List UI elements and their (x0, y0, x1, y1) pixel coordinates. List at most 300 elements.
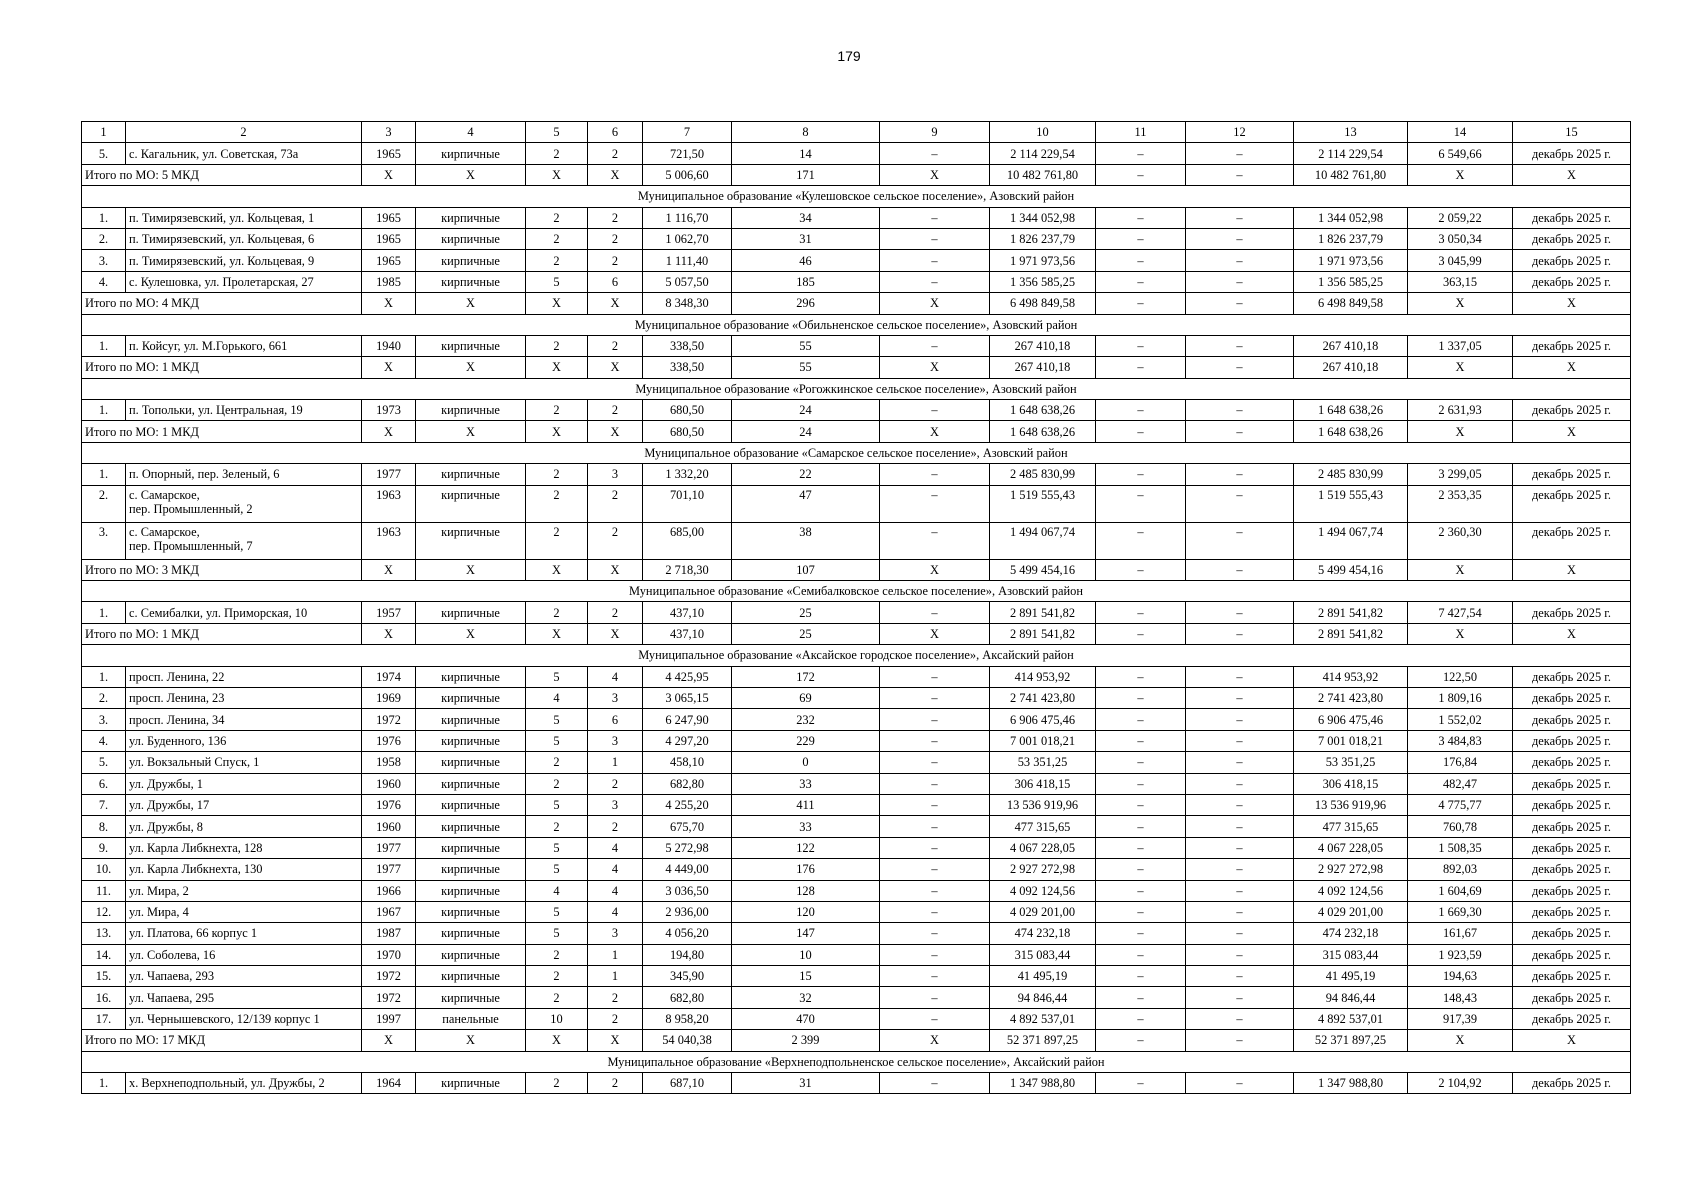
table-cell: декабрь 2025 г. (1513, 143, 1631, 164)
column-number-cell: 5 (526, 122, 588, 143)
section-heading: Муниципальное образование «Самарское сельское поселение», Азовский район (82, 442, 1631, 463)
total-cell: Х (362, 164, 416, 185)
table-cell: декабрь 2025 г. (1513, 923, 1631, 944)
table-cell: 2 (526, 602, 588, 623)
table-cell: кирпичные (416, 944, 526, 965)
table-cell: 4 067 228,05 (990, 837, 1096, 858)
table-cell: 1 604,69 (1408, 880, 1513, 901)
column-number-row (82, 122, 1631, 143)
table-cell: 4 (588, 837, 643, 858)
table-cell: – (1186, 522, 1294, 559)
total-cell: 2 891 541,82 (990, 623, 1096, 644)
table-cell: 2 (526, 752, 588, 773)
table-cell: – (880, 987, 990, 1008)
table-cell: кирпичные (416, 143, 526, 164)
table-cell: 161,67 (1408, 923, 1513, 944)
table-cell: – (1186, 794, 1294, 815)
total-label: Итого по МО: 1 МКД (82, 623, 362, 644)
table-cell: – (880, 944, 990, 965)
address-cell: ул. Вокзальный Спуск, 1 (126, 752, 362, 773)
address-cell: п. Опорный, пер. Зеленый, 6 (126, 464, 362, 485)
table-cell: – (1186, 859, 1294, 880)
table-cell: – (1096, 1073, 1186, 1094)
table-cell: 685,00 (643, 522, 732, 559)
table-row (82, 335, 1631, 356)
total-cell: Х (1513, 293, 1631, 314)
table-cell: 477 315,65 (1294, 816, 1408, 837)
table-cell: – (880, 207, 990, 228)
table-cell: – (880, 901, 990, 922)
total-cell: Х (416, 164, 526, 185)
column-number-cell: 12 (1186, 122, 1294, 143)
total-cell: – (1186, 357, 1294, 378)
table-cell: 13. (82, 923, 126, 944)
table-cell: 2 059,22 (1408, 207, 1513, 228)
table-cell: 2 104,92 (1408, 1073, 1513, 1094)
column-number-cell: 11 (1096, 122, 1186, 143)
page-number: 179 (837, 48, 861, 64)
column-number-cell: 3 (362, 122, 416, 143)
total-cell: 338,50 (643, 357, 732, 378)
table-cell: 32 (732, 987, 880, 1008)
total-cell: – (1096, 357, 1186, 378)
total-cell: – (1096, 623, 1186, 644)
table-cell: 1965 (362, 250, 416, 271)
table-cell: 1965 (362, 143, 416, 164)
table-cell: – (1096, 794, 1186, 815)
table-cell: 14 (732, 143, 880, 164)
table-cell: 701,10 (643, 485, 732, 522)
table-cell: декабрь 2025 г. (1513, 1073, 1631, 1094)
table-cell: 1967 (362, 901, 416, 922)
table-cell: 2 (588, 335, 643, 356)
table-cell: 122,50 (1408, 666, 1513, 687)
table-row (82, 880, 1631, 901)
total-cell: 10 482 761,80 (990, 164, 1096, 185)
table-cell: – (1186, 1073, 1294, 1094)
table-cell: 4 092 124,56 (990, 880, 1096, 901)
table-cell: – (880, 773, 990, 794)
table-cell: 4 056,20 (643, 923, 732, 944)
table-cell: кирпичные (416, 709, 526, 730)
table-cell: 6. (82, 773, 126, 794)
table-cell: – (880, 400, 990, 421)
table-cell: – (880, 687, 990, 708)
table-cell: 1972 (362, 987, 416, 1008)
table-cell: 1957 (362, 602, 416, 623)
table-cell: кирпичные (416, 794, 526, 815)
table-cell: 2 (588, 987, 643, 1008)
table-cell: 5 (526, 709, 588, 730)
table-cell: 33 (732, 816, 880, 837)
table-cell: 6 247,90 (643, 709, 732, 730)
table-cell: 2 (526, 944, 588, 965)
table-cell: 2 (526, 207, 588, 228)
table-cell: 1 508,35 (1408, 837, 1513, 858)
total-cell: Х (526, 623, 588, 644)
table-cell: – (1096, 944, 1186, 965)
address-cell: с. Самарское, пер. Промышленный, 2 (126, 485, 362, 522)
table-cell: – (880, 966, 990, 987)
table-cell: 2 114 229,54 (1294, 143, 1408, 164)
table-cell: 2 741 423,80 (1294, 687, 1408, 708)
address-cell: просп. Ленина, 22 (126, 666, 362, 687)
table-cell: декабрь 2025 г. (1513, 752, 1631, 773)
total-cell: Х (526, 421, 588, 442)
table-cell: – (1186, 666, 1294, 687)
address-cell: ул. Чапаева, 293 (126, 966, 362, 987)
total-cell: – (1096, 293, 1186, 314)
table-cell: 2 (588, 400, 643, 421)
table-cell: 1977 (362, 859, 416, 880)
total-cell: 52 371 897,25 (1294, 1030, 1408, 1051)
table-cell: 2 (588, 522, 643, 559)
total-label: Итого по МО: 1 МКД (82, 357, 362, 378)
table-cell: 25 (732, 602, 880, 623)
table-cell: 6 906 475,46 (1294, 709, 1408, 730)
table-cell: – (1096, 335, 1186, 356)
table-cell: – (1096, 228, 1186, 249)
table-cell: 2 (526, 335, 588, 356)
table-row (82, 1008, 1631, 1029)
section-heading: Муниципальное образование «Кулешовское сельское поселение», Азовский район (82, 186, 1631, 207)
table-cell: кирпичные (416, 271, 526, 292)
table-cell: 4 (588, 666, 643, 687)
table-cell: 13 536 919,96 (1294, 794, 1408, 815)
table-cell: – (1186, 207, 1294, 228)
table-cell: 46 (732, 250, 880, 271)
total-cell: Х (588, 421, 643, 442)
table-cell: 5 (526, 730, 588, 751)
table-row (82, 730, 1631, 751)
total-cell: Х (880, 559, 990, 580)
table-cell: 9. (82, 837, 126, 858)
total-cell: Х (1513, 357, 1631, 378)
address-cell: ул. Чернышевского, 12/139 корпус 1 (126, 1008, 362, 1029)
total-cell: – (1186, 559, 1294, 580)
table-cell: – (1186, 335, 1294, 356)
table-cell: 1958 (362, 752, 416, 773)
table-row (82, 987, 1631, 1008)
table-cell: – (1096, 923, 1186, 944)
table-cell: 4 029 201,00 (990, 901, 1096, 922)
column-number-cell: 4 (416, 122, 526, 143)
total-cell: – (1186, 1030, 1294, 1051)
address-cell: ул. Буденного, 136 (126, 730, 362, 751)
column-number-cell: 14 (1408, 122, 1513, 143)
address-cell: п. Тимирязевский, ул. Кольцевая, 1 (126, 207, 362, 228)
section-heading: Муниципальное образование «Верхнеподпольненское сельское поселение», Аксайский район (82, 1051, 1631, 1072)
table-cell: 4 449,00 (643, 859, 732, 880)
table-cell: кирпичные (416, 923, 526, 944)
table-cell: – (1186, 485, 1294, 522)
total-cell: – (1186, 421, 1294, 442)
table-cell: кирпичные (416, 464, 526, 485)
total-cell: – (1096, 421, 1186, 442)
table-cell: кирпичные (416, 485, 526, 522)
total-cell: Х (526, 559, 588, 580)
table-cell: 5 (526, 666, 588, 687)
table-cell: – (1186, 400, 1294, 421)
table-cell: 7. (82, 794, 126, 815)
column-number-cell: 1 (82, 122, 126, 143)
table-cell: – (1096, 880, 1186, 901)
total-cell: Х (880, 421, 990, 442)
table-cell: 176 (732, 859, 880, 880)
address-cell: ул. Мира, 2 (126, 880, 362, 901)
table-cell: кирпичные (416, 250, 526, 271)
table-cell: 2 (588, 250, 643, 271)
table-cell: 2. (82, 485, 126, 522)
table-cell: – (880, 522, 990, 559)
table-cell: – (1096, 250, 1186, 271)
column-number-cell: 7 (643, 122, 732, 143)
table-row (82, 143, 1631, 164)
table-cell: 1 519 555,43 (1294, 485, 1408, 522)
table-cell: 917,39 (1408, 1008, 1513, 1029)
table-cell: – (1186, 687, 1294, 708)
table-row (82, 207, 1631, 228)
table-cell: 1974 (362, 666, 416, 687)
total-cell: Х (880, 623, 990, 644)
table-cell: 3 484,83 (1408, 730, 1513, 751)
table-cell: 122 (732, 837, 880, 858)
table-cell: кирпичные (416, 666, 526, 687)
table-cell: 687,10 (643, 1073, 732, 1094)
table-cell: 5 057,50 (643, 271, 732, 292)
total-cell: 107 (732, 559, 880, 580)
table-cell: 474 232,18 (990, 923, 1096, 944)
total-cell: – (1186, 293, 1294, 314)
table-cell: декабрь 2025 г. (1513, 773, 1631, 794)
table-cell: 2 (588, 602, 643, 623)
table-cell: – (1096, 709, 1186, 730)
table-row (82, 464, 1631, 485)
table-cell: 33 (732, 773, 880, 794)
table-cell: декабрь 2025 г. (1513, 271, 1631, 292)
table-cell: кирпичные (416, 687, 526, 708)
table-cell: 6 (588, 271, 643, 292)
table-cell: 1 494 067,74 (990, 522, 1096, 559)
table-cell: 53 351,25 (1294, 752, 1408, 773)
table-cell: – (1186, 880, 1294, 901)
table-cell: 482,47 (1408, 773, 1513, 794)
column-number-cell: 6 (588, 122, 643, 143)
table-cell: 8 958,20 (643, 1008, 732, 1029)
table-cell: 4 (526, 687, 588, 708)
table-cell: – (1096, 464, 1186, 485)
total-cell: Х (416, 293, 526, 314)
table-cell: 2 936,00 (643, 901, 732, 922)
table-cell: – (1096, 730, 1186, 751)
table-cell: 194,63 (1408, 966, 1513, 987)
table-cell: кирпичные (416, 837, 526, 858)
table-cell: 1. (82, 666, 126, 687)
address-cell: п. Тимирязевский, ул. Кольцевая, 6 (126, 228, 362, 249)
table-cell: 411 (732, 794, 880, 815)
table-cell: 3 065,15 (643, 687, 732, 708)
table-cell: 1 809,16 (1408, 687, 1513, 708)
table-cell: – (1186, 271, 1294, 292)
table-cell: 22 (732, 464, 880, 485)
table-cell: 2 (526, 773, 588, 794)
table-cell: 17. (82, 1008, 126, 1029)
total-row (82, 559, 1631, 580)
table-cell: 2 (526, 143, 588, 164)
total-cell: Х (880, 164, 990, 185)
table-cell: декабрь 2025 г. (1513, 400, 1631, 421)
table-cell: декабрь 2025 г. (1513, 666, 1631, 687)
table-cell: 675,70 (643, 816, 732, 837)
table-cell: – (1096, 522, 1186, 559)
total-cell: Х (588, 293, 643, 314)
table-cell: кирпичные (416, 335, 526, 356)
table-cell: 4. (82, 271, 126, 292)
table-cell: 2 (526, 228, 588, 249)
table-cell: 1985 (362, 271, 416, 292)
address-cell: ул. Мира, 4 (126, 901, 362, 922)
table-cell: 11. (82, 880, 126, 901)
table-cell: – (1096, 901, 1186, 922)
table-cell: 1963 (362, 485, 416, 522)
table-cell: – (1096, 966, 1186, 987)
table-cell: 7 001 018,21 (990, 730, 1096, 751)
table-cell: 1960 (362, 816, 416, 837)
table-cell: 1 826 237,79 (1294, 228, 1408, 249)
section-heading: Муниципальное образование «Семибалковское сельское поселение», Азовский район (82, 581, 1631, 602)
total-row (82, 1030, 1631, 1051)
table-cell: – (880, 859, 990, 880)
table-cell: – (1096, 773, 1186, 794)
table-cell: 24 (732, 400, 880, 421)
table-cell: – (1186, 464, 1294, 485)
table-cell: 2 (526, 987, 588, 1008)
address-cell: просп. Ленина, 23 (126, 687, 362, 708)
address-cell: ул. Дружбы, 17 (126, 794, 362, 815)
table-cell: 1940 (362, 335, 416, 356)
table-cell: декабрь 2025 г. (1513, 901, 1631, 922)
table-cell: 15. (82, 966, 126, 987)
table-cell: 5 (526, 901, 588, 922)
table-cell: – (1096, 752, 1186, 773)
table-cell: 8. (82, 816, 126, 837)
table-row (82, 859, 1631, 880)
table-cell: – (1186, 773, 1294, 794)
table-row (82, 228, 1631, 249)
total-cell: Х (1408, 164, 1513, 185)
table-cell: 6 549,66 (1408, 143, 1513, 164)
table-cell: 4 092 124,56 (1294, 880, 1408, 901)
table-cell: 315 083,44 (1294, 944, 1408, 965)
table-cell: 1 648 638,26 (1294, 400, 1408, 421)
table-cell: – (1096, 816, 1186, 837)
table-cell: декабрь 2025 г. (1513, 944, 1631, 965)
table-cell: – (880, 143, 990, 164)
table-cell: 232 (732, 709, 880, 730)
total-cell: – (1096, 164, 1186, 185)
table-cell: декабрь 2025 г. (1513, 709, 1631, 730)
section-heading: Муниципальное образование «Обильненское сельское поселение», Азовский район (82, 314, 1631, 335)
table-cell: – (880, 752, 990, 773)
table-cell: – (1186, 752, 1294, 773)
table-cell: 2 927 272,98 (1294, 859, 1408, 880)
table-cell: 414 953,92 (990, 666, 1096, 687)
table-cell: 31 (732, 228, 880, 249)
table-cell: – (1096, 837, 1186, 858)
table-cell: 2 360,30 (1408, 522, 1513, 559)
table-cell: 1977 (362, 464, 416, 485)
table-cell: 5 272,98 (643, 837, 732, 858)
table-cell: 4 425,95 (643, 666, 732, 687)
total-cell: Х (1408, 421, 1513, 442)
table-cell: 1 (588, 966, 643, 987)
total-cell: Х (526, 293, 588, 314)
table-cell: 1972 (362, 709, 416, 730)
table-cell: 55 (732, 335, 880, 356)
table-cell: 3 (588, 687, 643, 708)
address-cell: с. Кулешовка, ул. Пролетарская, 27 (126, 271, 362, 292)
total-label: Итого по МО: 3 МКД (82, 559, 362, 580)
table-cell: 172 (732, 666, 880, 687)
table-cell: 38 (732, 522, 880, 559)
table-cell: 14. (82, 944, 126, 965)
total-cell: Х (1513, 164, 1631, 185)
table-cell: кирпичные (416, 522, 526, 559)
address-cell: ул. Карла Либкнехта, 130 (126, 859, 362, 880)
total-cell: Х (526, 357, 588, 378)
table-cell: 1 (588, 944, 643, 965)
table-cell: 4 297,20 (643, 730, 732, 751)
table-cell: кирпичные (416, 228, 526, 249)
table-cell: 15 (732, 966, 880, 987)
table-cell: 10 (526, 1008, 588, 1029)
total-cell: 437,10 (643, 623, 732, 644)
table-cell: 120 (732, 901, 880, 922)
total-cell: 6 498 849,58 (1294, 293, 1408, 314)
total-cell: Х (1513, 1030, 1631, 1051)
table-cell: 2 (526, 250, 588, 271)
housing-register-table (81, 121, 1631, 1094)
section-heading-row (82, 1051, 1631, 1072)
table-cell: 41 495,19 (1294, 966, 1408, 987)
table-cell: 1 971 973,56 (990, 250, 1096, 271)
table-cell: 1960 (362, 773, 416, 794)
table-cell: – (880, 228, 990, 249)
table-cell: 10. (82, 859, 126, 880)
column-number-cell: 2 (126, 122, 362, 143)
table-cell: 16. (82, 987, 126, 1008)
table-cell: – (880, 335, 990, 356)
table-cell: 5 (526, 837, 588, 858)
address-cell: с. Кагальник, ул. Советская, 73а (126, 143, 362, 164)
table-cell: 6 906 475,46 (990, 709, 1096, 730)
table-cell: 1964 (362, 1073, 416, 1094)
total-cell: Х (880, 1030, 990, 1051)
address-cell: ул. Чапаева, 295 (126, 987, 362, 1008)
total-cell: 1 648 638,26 (990, 421, 1096, 442)
table-cell: 34 (732, 207, 880, 228)
total-cell: Х (588, 357, 643, 378)
total-cell: Х (416, 357, 526, 378)
table-cell: 2 (526, 522, 588, 559)
table-cell: – (1096, 143, 1186, 164)
address-cell: ул. Карла Либкнехта, 128 (126, 837, 362, 858)
table-cell: декабрь 2025 г. (1513, 987, 1631, 1008)
table-cell: 2 (526, 464, 588, 485)
table-cell: кирпичные (416, 901, 526, 922)
table-cell: 1965 (362, 207, 416, 228)
table-cell: 1 356 585,25 (990, 271, 1096, 292)
